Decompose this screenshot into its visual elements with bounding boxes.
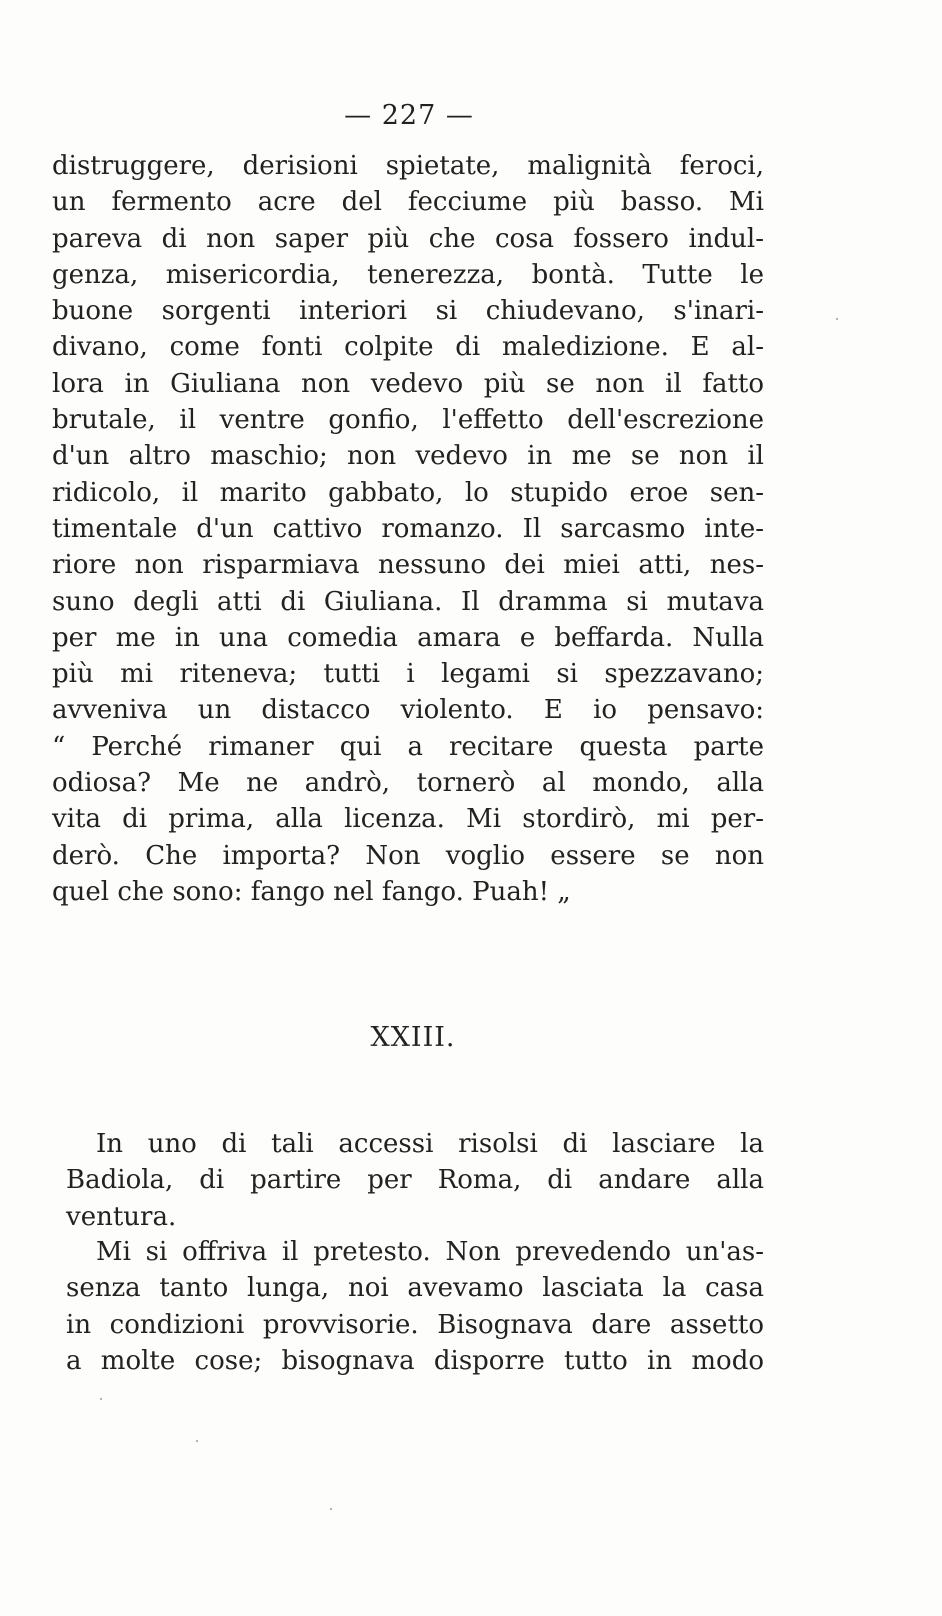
page-number: — 227 — [344,100,474,131]
text-line: pareva di non saper più che cosa fossero indul- [52,223,764,254]
paragraph [66,1234,764,1379]
text-line: per me in una comedia amara e beffarda. Nulla [52,622,764,653]
text-line: “ Perché rimaner qui a recitare questa parte [52,731,764,762]
text-line: Mi si offriva il pretesto. Non prevedendo un'as- [96,1237,764,1267]
text-line: in condizioni provvisorie. Bisognava dare assetto [66,1309,764,1340]
text-line: quel che sono: fango nel fango. Puah! „ [52,876,571,907]
text-line: lora in Giuliana non vedevo più se non il fatto [52,368,764,399]
text-line: un fermento acre del fecciume più basso. Mi [52,187,764,218]
text-line: divano, come fonti colpite di maledizione. E al- [52,332,764,363]
paper-speck [100,1398,102,1400]
text-line: odiosa? Me ne andrò, tornerò al mondo, alla [52,768,764,799]
text-line: più mi riteneva; tutti i legami si spezzavano; [52,659,764,690]
text-line: genza, misericordia, tenerezza, bontà. Tutte le [52,259,764,290]
text-line: vita di prima, alla licenza. Mi stordirò, mi per- [52,804,764,835]
text-line: buone sorgenti interiori si chiudevano, s'inari- [52,296,764,327]
text-line: ridicolo, il marito gabbato, lo stupido eroe sen- [52,477,764,508]
text-line: Badiola, di partire per Roma, di andare alla [66,1165,764,1196]
paper-speck [836,318,838,320]
text-line: In uno di tali accessi risolsi di lasciare la [96,1129,764,1159]
text-line: ventura. [66,1201,177,1232]
text-line: riore non risparmiava nessuno dei miei atti, nes- [52,550,764,581]
text-line: derò. Che importa? Non voglio essere se non [52,840,764,871]
text-line: d'un altro maschio; non vedevo in me se non il [52,441,764,472]
text-line: distruggere, derisioni spietate, malignità feroci, [52,151,764,181]
text-line: brutale, il ventre gonfio, l'effetto dell'escrezione [52,405,764,436]
paragraph-opening [66,1126,764,1235]
text-line: suno degli atti di Giuliana. Il dramma si mutava [52,586,764,617]
text-line: timentale d'un cattivo romanzo. Il sarcasmo inte- [52,513,764,544]
paragraph-continued [52,148,764,910]
chapter-heading: XXIII. [370,1022,456,1053]
text-line: a molte cose; bisognava disporre tutto in modo [66,1345,764,1376]
text-line: senza tanto lunga, noi avevamo lasciata la casa [66,1273,764,1304]
paper-speck [330,1508,332,1510]
paper-speck [196,1440,198,1442]
text-line: avveniva un distacco violento. E io pensavo: [52,695,764,726]
